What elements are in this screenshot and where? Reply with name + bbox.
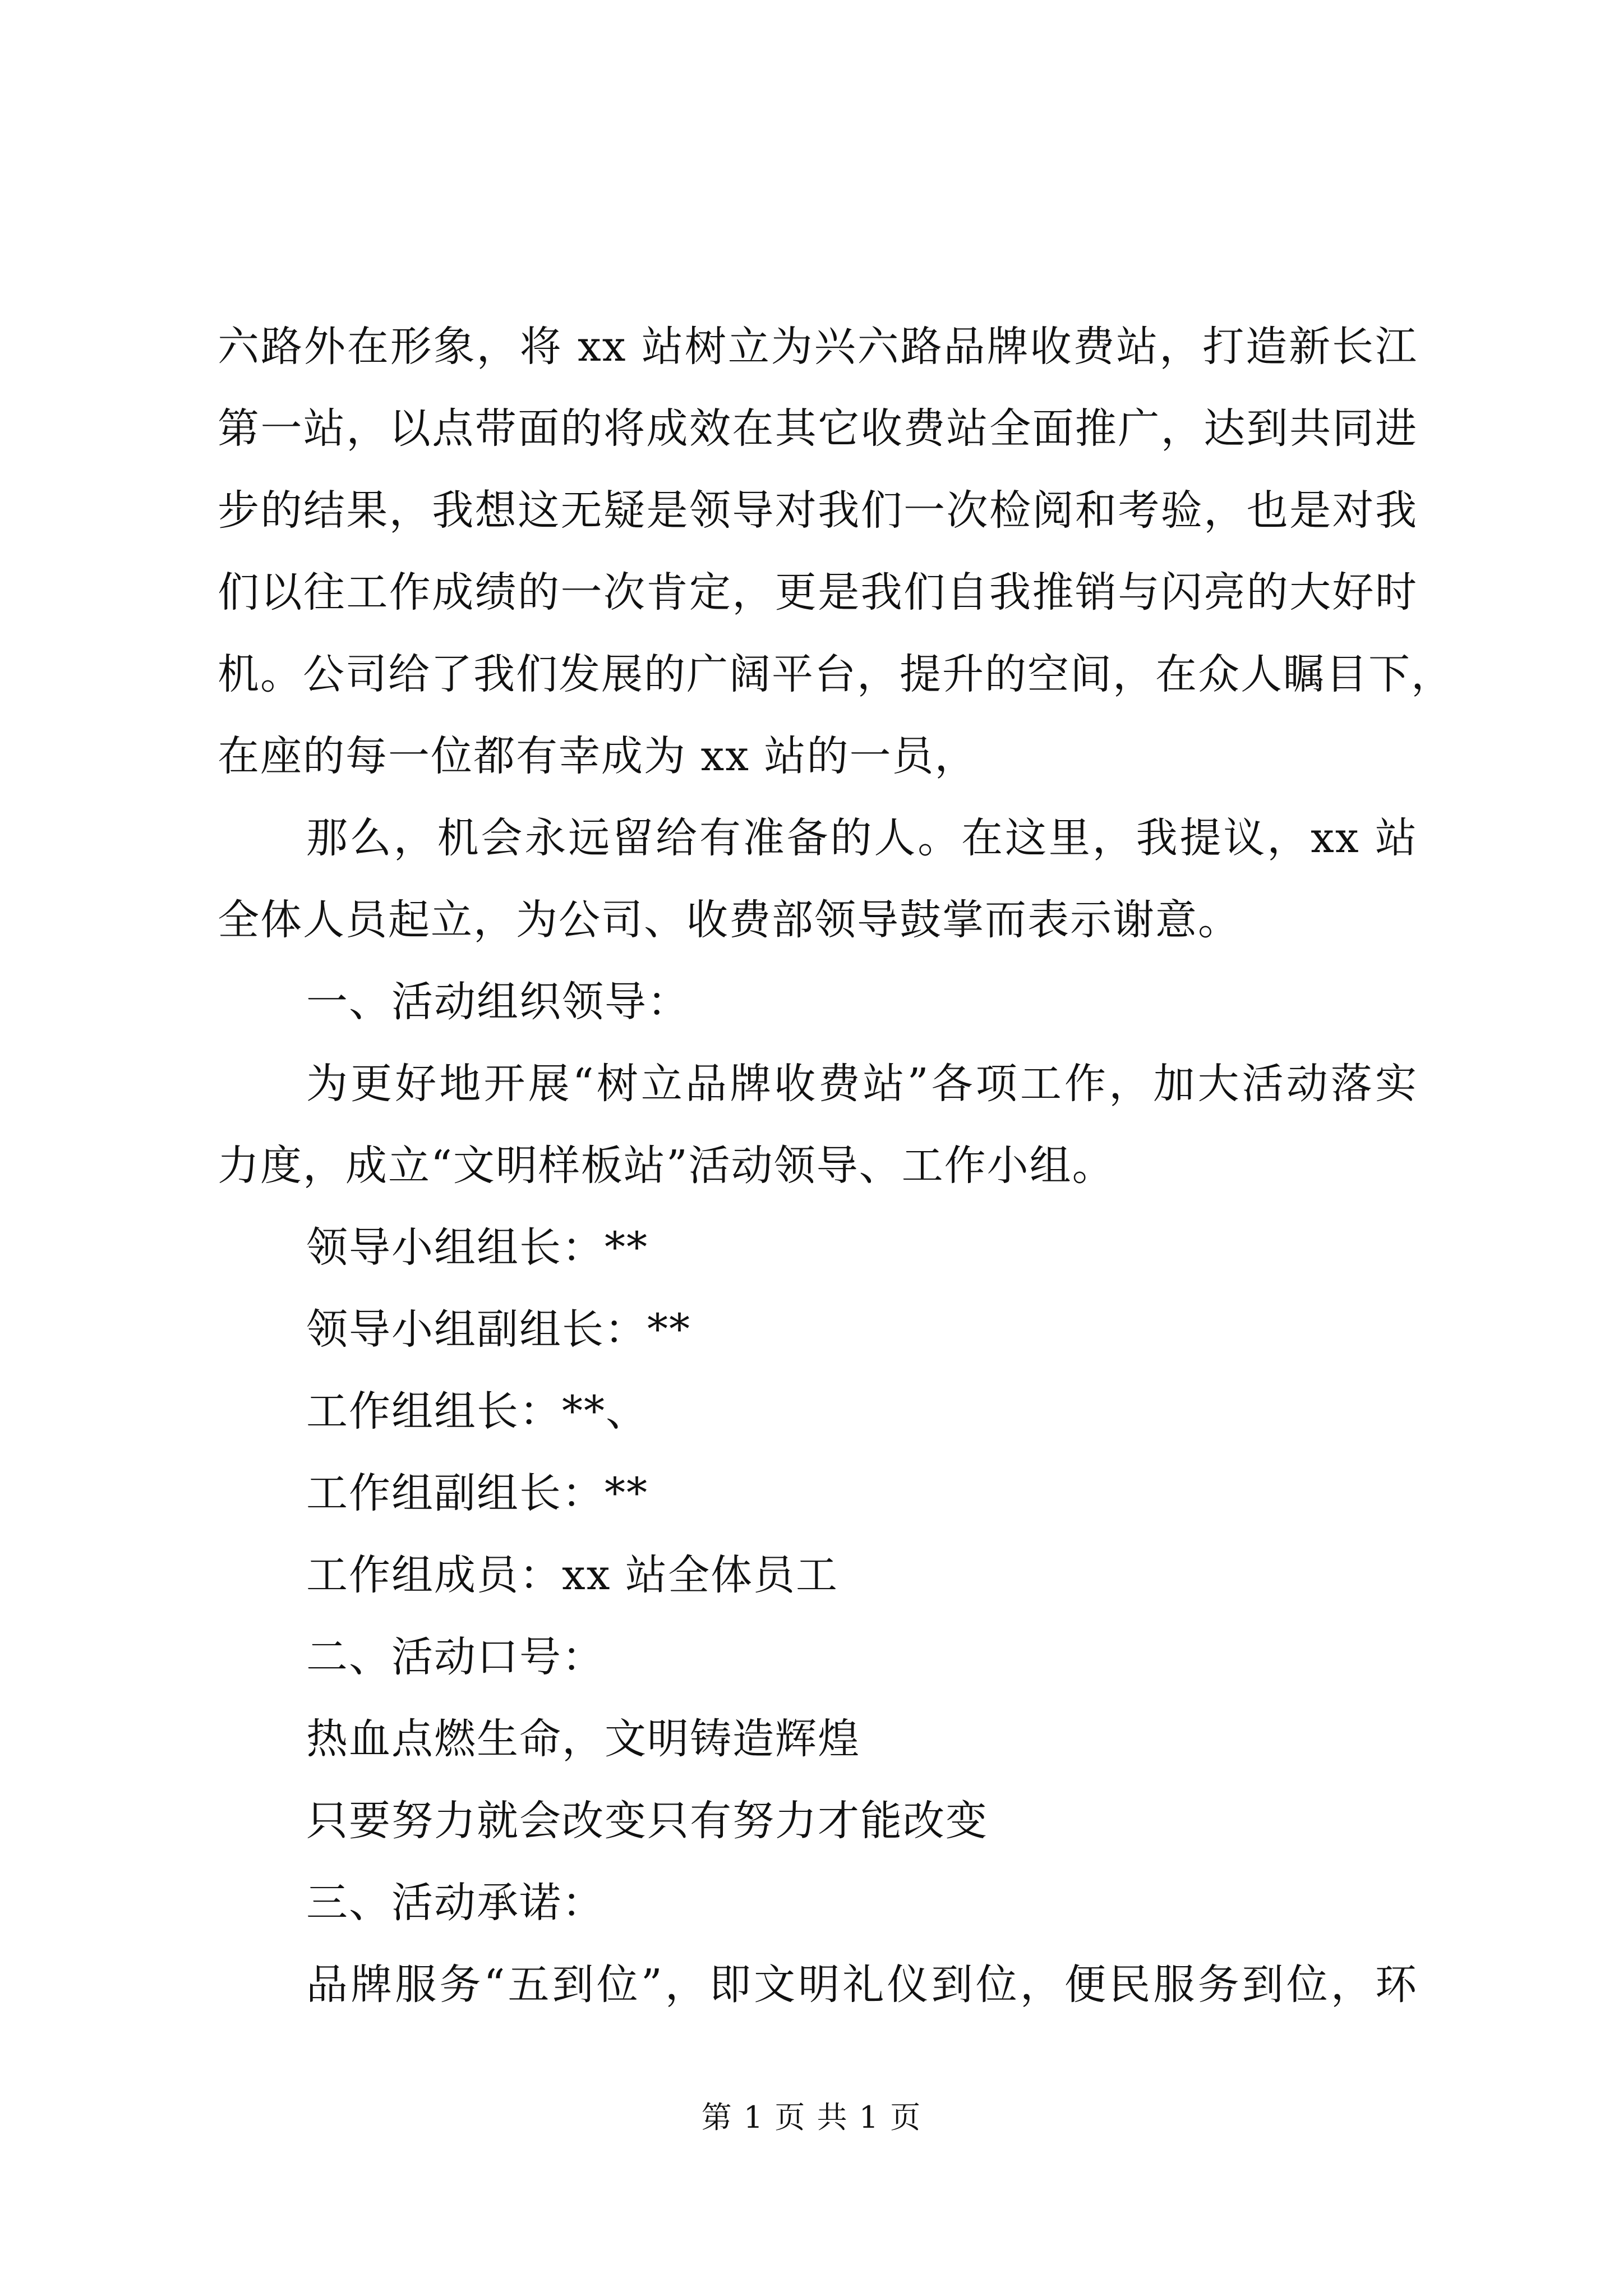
section-heading: 三、活动承诺： <box>306 1879 605 1927</box>
section-heading: 一、活动组织领导： <box>306 978 690 1026</box>
document-body <box>218 306 1454 2026</box>
paragraph-first-line: 为更好地开展“树立品牌收费站”各项工作，加大活动落实 <box>306 1060 1418 1108</box>
section-heading: 二、活动口号： <box>306 1633 605 1681</box>
paragraph-first-line: 那么，机会永远留给有准备的人。在这里，我提议，xx 站 <box>306 814 1418 862</box>
text-line: 六路外在形象，将 xx 站树立为兴六路品牌收费站，打造新长江 <box>218 323 1418 371</box>
list-item: 工作组组长：**、 <box>306 1387 648 1435</box>
text-line: 们以往工作成绩的一次肯定，更是我们自我推销与闪亮的大好时 <box>218 568 1418 616</box>
page-footer: 第 1 页 共 1 页 <box>701 2100 922 2135</box>
text-line: 全体人员起立，为公司、收费部领导鼓掌而表示谢意。 <box>218 896 1241 944</box>
text-line: 第一站，以点带面的将成效在其它收费站全面推广，达到共同进 <box>218 404 1418 453</box>
text-line: 力度，成立“文明样板站”活动领导、工作小组。 <box>218 1142 1115 1190</box>
slogan-line: 只要努力就会改变只有努力才能改变 <box>306 1797 988 1845</box>
list-item: 领导小组组长：** <box>306 1223 648 1272</box>
list-item: 领导小组副组长：** <box>306 1305 691 1354</box>
text-line: 步的结果，我想这无疑是领导对我们一次检阅和考验，也是对我 <box>218 486 1418 535</box>
list-item: 工作组副组长：** <box>306 1469 648 1517</box>
paragraph-first-line: 品牌服务“五到位”，即文明礼仪到位，便民服务到位，环 <box>306 1961 1418 2009</box>
list-item: 工作组成员：xx 站全体员工 <box>306 1551 838 1599</box>
text-line: 在座的每一位都有幸成为 xx 站的一员， <box>218 732 978 780</box>
slogan-line: 热血点燃生命，文明铸造辉煌 <box>306 1715 860 1763</box>
text-line: 机。公司给了我们发展的广阔平台，提升的空间，在众人瞩目下， <box>218 650 1454 698</box>
